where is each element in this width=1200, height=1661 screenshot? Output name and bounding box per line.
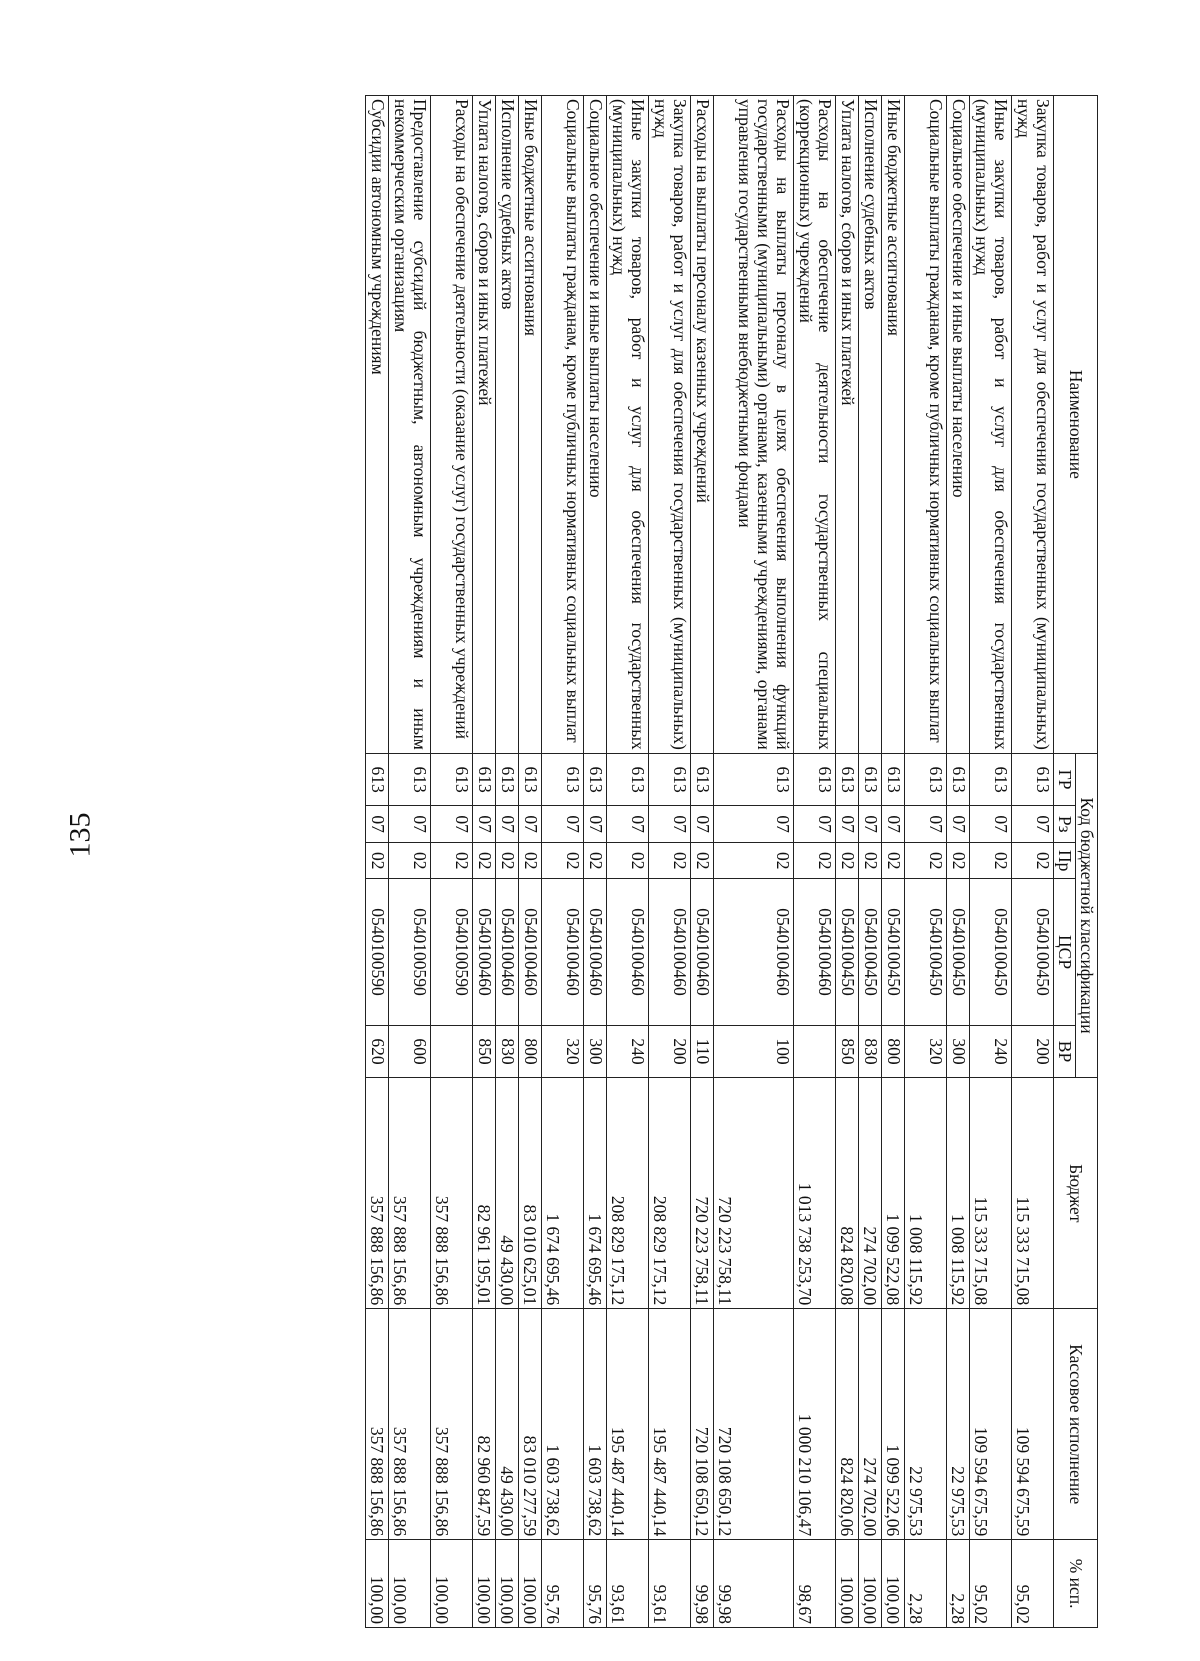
table-cell-rz: 07	[366, 806, 389, 843]
table-cell-vr: 300	[947, 1025, 970, 1078]
table-cell-name: Социальное обеспечение и иные выплаты населению	[947, 96, 970, 754]
table-cell-csr: 0540100590	[389, 879, 431, 1025]
table-cell-cash: 195 487 440,14	[649, 1309, 691, 1540]
table-cell-cash: 22 975,53	[947, 1309, 970, 1540]
page-number: 135	[63, 812, 97, 858]
table-cell-csr: 0540100460	[473, 879, 496, 1025]
table-cell-pr: 02	[366, 842, 389, 879]
table-cell-pr: 02	[970, 842, 1012, 879]
table-cell-csr: 0540100460	[496, 879, 519, 1025]
table-cell-name: Субсидии автономным учреждениям	[366, 96, 389, 754]
table-cell-pct: 100,00	[496, 1540, 519, 1628]
table-cell-rz: 07	[882, 806, 905, 843]
table-cell-gr: 613	[496, 753, 519, 806]
rotated-table-container	[194, 95, 1098, 1628]
table-cell-rz: 07	[836, 806, 859, 843]
table-cell-gr: 613	[519, 753, 542, 806]
table-row	[947, 96, 970, 1628]
table-cell-name: Исполнение судебных актов	[496, 96, 519, 754]
header-gr: ГР	[1054, 753, 1076, 806]
table-cell-cash: 49 430,00	[496, 1309, 519, 1540]
table-cell-csr: 0540100460	[607, 879, 649, 1025]
table-cell-pct: 2,28	[905, 1540, 947, 1628]
table-cell-vr: 200	[1012, 1025, 1054, 1078]
table-cell-pr: 02	[584, 842, 607, 879]
table-cell-vr: 300	[584, 1025, 607, 1078]
budget-table	[365, 95, 1098, 1628]
table-cell-vr: 200	[649, 1025, 691, 1078]
table-cell-gr: 613	[905, 753, 947, 806]
table-cell-gr: 613	[859, 753, 882, 806]
table-cell-pct: 95,02	[970, 1540, 1012, 1628]
header-name: Наименование	[1054, 96, 1098, 754]
table-cell-gr: 613	[649, 753, 691, 806]
table-cell-vr: 850	[473, 1025, 496, 1078]
table-cell-rz: 07	[473, 806, 496, 843]
table-cell-pct: 95,02	[1012, 1540, 1054, 1628]
table-cell-rz: 07	[905, 806, 947, 843]
table-cell-name: Социальное обеспечение и иные выплаты населению	[584, 96, 607, 754]
header-csr: ЦСР	[1054, 879, 1076, 1025]
table-cell-pct: 98,67	[794, 1540, 836, 1628]
table-cell-gr: 613	[882, 753, 905, 806]
table-row	[794, 96, 836, 1628]
table-cell-budget: 1 674 695,46	[542, 1078, 584, 1309]
table-cell-pct: 100,00	[431, 1540, 473, 1628]
table-row	[496, 96, 519, 1628]
table-cell-csr: 0540100450	[970, 879, 1012, 1025]
table-row	[473, 96, 496, 1628]
table-row	[542, 96, 584, 1628]
table-cell-budget: 824 820,08	[836, 1078, 859, 1309]
table-cell-cash: 720 108 650,12	[691, 1309, 714, 1540]
table-cell-vr: 800	[519, 1025, 542, 1078]
table-cell-pr: 02	[1012, 842, 1054, 879]
table-cell-budget: 83 010 625,01	[519, 1078, 542, 1309]
header-budget: Бюджет	[1054, 1078, 1098, 1309]
table-cell-name: Иные бюджетные ассигнования	[519, 96, 542, 754]
table-cell-pr: 02	[859, 842, 882, 879]
table-cell-rz: 07	[607, 806, 649, 843]
table-cell-csr: 0540100460	[691, 879, 714, 1025]
table-cell-rz: 07	[947, 806, 970, 843]
table-cell-pr: 02	[649, 842, 691, 879]
table-cell-name: Расходы на выплаты персоналу казенных учреждений	[691, 96, 714, 754]
table-cell-vr: 320	[905, 1025, 947, 1078]
table-cell-name: Иные закупки товаров, работ и услуг для обеспечения государственных (муниципальных) нужд	[970, 96, 1012, 754]
table-cell-vr: 830	[859, 1025, 882, 1078]
table-cell-pct: 95,76	[584, 1540, 607, 1628]
table-cell-gr: 613	[473, 753, 496, 806]
table-cell-cash: 109 594 675,59	[1012, 1309, 1054, 1540]
table-cell-pct: 93,61	[649, 1540, 691, 1628]
table-cell-rz: 07	[542, 806, 584, 843]
table-cell-budget: 357 888 156,86	[389, 1078, 431, 1309]
table-cell-pr: 02	[496, 842, 519, 879]
table-cell-vr	[431, 1025, 473, 1078]
table-cell-pct: 95,76	[542, 1540, 584, 1628]
table-cell-budget: 1 099 522,08	[882, 1078, 905, 1309]
table-cell-rz: 07	[859, 806, 882, 843]
table-cell-budget: 208 829 175,12	[607, 1078, 649, 1309]
table-cell-rz: 07	[519, 806, 542, 843]
table-cell-csr: 0540100460	[519, 879, 542, 1025]
table-cell-name: Предоставление субсидий бюджетным, автономным учреждениям и иным некоммерческим организациям	[389, 96, 431, 754]
table-cell-pct: 93,61	[607, 1540, 649, 1628]
table-cell-budget: 357 888 156,86	[431, 1078, 473, 1309]
table-cell-cash: 1 000 210 106,47	[794, 1309, 836, 1540]
table-cell-vr: 800	[882, 1025, 905, 1078]
table-row	[882, 96, 905, 1628]
table-cell-gr: 613	[714, 753, 794, 806]
table-cell-rz: 07	[389, 806, 431, 843]
table-cell-budget: 1 008 115,92	[905, 1078, 947, 1309]
table-row	[366, 96, 389, 1628]
table-cell-gr: 613	[389, 753, 431, 806]
table-row	[389, 96, 431, 1628]
header-code-group: Код бюджетной классификации	[1076, 753, 1098, 1078]
table-cell-cash: 357 888 156,86	[431, 1309, 473, 1540]
table-cell-pr: 02	[905, 842, 947, 879]
table-row	[584, 96, 607, 1628]
table-cell-gr: 613	[366, 753, 389, 806]
table-cell-vr	[794, 1025, 836, 1078]
table-cell-cash: 195 487 440,14	[607, 1309, 649, 1540]
table-cell-rz: 07	[794, 806, 836, 843]
table-cell-rz: 07	[970, 806, 1012, 843]
table-row	[859, 96, 882, 1628]
table-cell-cash: 274 702,00	[859, 1309, 882, 1540]
table-row	[691, 96, 714, 1628]
table-cell-pct: 99,98	[714, 1540, 794, 1628]
table-cell-pr: 02	[389, 842, 431, 879]
table-cell-budget: 274 702,00	[859, 1078, 882, 1309]
table-cell-pct: 100,00	[366, 1540, 389, 1628]
table-cell-csr: 0540100460	[714, 879, 794, 1025]
table-cell-vr: 240	[607, 1025, 649, 1078]
table-row	[905, 96, 947, 1628]
table-cell-pct: 100,00	[389, 1540, 431, 1628]
table-cell-name: Расходы на выплаты персоналу в целях обеспечения выполнения функций государственными (муниципальными) органами, казенными учреждениями, органами управления государственными внебюджетными фондами	[714, 96, 794, 754]
table-row	[607, 96, 649, 1628]
table-cell-pr: 02	[947, 842, 970, 879]
table-cell-rz: 07	[691, 806, 714, 843]
table-cell-cash: 109 594 675,59	[970, 1309, 1012, 1540]
table-cell-budget: 115 333 715,08	[1012, 1078, 1054, 1309]
table-cell-pct: 99,98	[691, 1540, 714, 1628]
table-cell-gr: 613	[584, 753, 607, 806]
table-cell-name: Иные бюджетные ассигнования	[882, 96, 905, 754]
table-cell-name: Уплата налогов, сборов и иных платежей	[473, 96, 496, 754]
table-cell-budget: 82 961 195,01	[473, 1078, 496, 1309]
table-cell-pr: 02	[519, 842, 542, 879]
table-cell-gr: 613	[1012, 753, 1054, 806]
table-cell-gr: 613	[970, 753, 1012, 806]
table-cell-name: Расходы на обеспечение деятельности государственных специальных (коррекционных) учреждений	[794, 96, 836, 754]
table-cell-rz: 07	[649, 806, 691, 843]
table-row	[431, 96, 473, 1628]
header-pr: Пр	[1054, 842, 1076, 879]
table-body	[366, 96, 1054, 1628]
table-row	[1012, 96, 1054, 1628]
table-cell-pr: 02	[714, 842, 794, 879]
table-cell-name: Социальные выплаты гражданам, кроме публичных нормативных социальных выплат	[905, 96, 947, 754]
table-cell-gr: 613	[836, 753, 859, 806]
table-cell-gr: 613	[947, 753, 970, 806]
table-cell-pct: 100,00	[519, 1540, 542, 1628]
table-cell-rz: 07	[431, 806, 473, 843]
table-cell-pr: 02	[431, 842, 473, 879]
table-cell-name: Расходы на обеспечение деятельности (оказание услуг) государственных учреждений	[431, 96, 473, 754]
table-cell-gr: 613	[607, 753, 649, 806]
table-cell-cash: 357 888 156,86	[366, 1309, 389, 1540]
table-cell-pr: 02	[542, 842, 584, 879]
table-cell-vr: 620	[366, 1025, 389, 1078]
table-cell-vr: 110	[691, 1025, 714, 1078]
table-cell-rz: 07	[1012, 806, 1054, 843]
table-cell-name: Иные закупки товаров, работ и услуг для обеспечения государственных (муниципальных) нужд	[607, 96, 649, 754]
table-cell-cash: 720 108 650,12	[714, 1309, 794, 1540]
table-cell-cash: 1 603 738,62	[584, 1309, 607, 1540]
table-cell-cash: 357 888 156,86	[389, 1309, 431, 1540]
table-cell-csr: 0540100450	[905, 879, 947, 1025]
table-cell-name: Закупка товаров, работ и услуг для обеспечения государственных (муниципальных) нужд	[1012, 96, 1054, 754]
table-cell-name: Исполнение судебных актов	[859, 96, 882, 754]
table-cell-csr: 0540100460	[584, 879, 607, 1025]
table-cell-budget: 1 013 738 253,70	[794, 1078, 836, 1309]
table-row	[714, 96, 794, 1628]
table-cell-cash: 1 099 522,06	[882, 1309, 905, 1540]
table-cell-pr: 02	[607, 842, 649, 879]
table-cell-vr: 240	[970, 1025, 1012, 1078]
table-row	[649, 96, 691, 1628]
header-vr: ВР	[1054, 1025, 1076, 1078]
table-cell-pr: 02	[794, 842, 836, 879]
table-cell-gr: 613	[691, 753, 714, 806]
table-cell-name: Уплата налогов, сборов и иных платежей	[836, 96, 859, 754]
table-cell-csr: 0540100450	[947, 879, 970, 1025]
table-cell-vr: 830	[496, 1025, 519, 1078]
table-cell-pct: 2,28	[947, 1540, 970, 1628]
table-cell-name: Закупка товаров, работ и услуг для обеспечения государственных (муниципальных) нужд	[649, 96, 691, 754]
table-cell-cash: 22 975,53	[905, 1309, 947, 1540]
table-cell-budget: 1 008 115,92	[947, 1078, 970, 1309]
table-row	[836, 96, 859, 1628]
table-cell-vr: 320	[542, 1025, 584, 1078]
table-cell-vr: 100	[714, 1025, 794, 1078]
table-cell-gr: 613	[794, 753, 836, 806]
table-cell-name: Социальные выплаты гражданам, кроме публичных нормативных социальных выплат	[542, 96, 584, 754]
table-cell-cash: 82 960 847,59	[473, 1309, 496, 1540]
table-cell-csr: 0540100590	[366, 879, 389, 1025]
table-cell-vr: 850	[836, 1025, 859, 1078]
table-cell-budget: 49 430,00	[496, 1078, 519, 1309]
table-cell-pr: 02	[691, 842, 714, 879]
table-cell-pct: 100,00	[473, 1540, 496, 1628]
header-pct: % исп.	[1054, 1540, 1098, 1628]
table-cell-budget: 720 223 758,11	[714, 1078, 794, 1309]
table-cell-csr: 0540100590	[431, 879, 473, 1025]
table-cell-pct: 100,00	[859, 1540, 882, 1628]
header-rz: Рз	[1054, 806, 1076, 843]
table-row	[519, 96, 542, 1628]
table-cell-budget: 208 829 175,12	[649, 1078, 691, 1309]
table-cell-csr: 0540100450	[836, 879, 859, 1025]
table-cell-budget: 115 333 715,08	[970, 1078, 1012, 1309]
table-cell-budget: 720 223 758,11	[691, 1078, 714, 1309]
table-cell-pr: 02	[882, 842, 905, 879]
table-cell-budget: 357 888 156,86	[366, 1078, 389, 1309]
table-cell-csr: 0540100460	[542, 879, 584, 1025]
header-cash: Кассовое исполнение	[1054, 1309, 1098, 1540]
table-cell-budget: 1 674 695,46	[584, 1078, 607, 1309]
table-cell-rz: 07	[584, 806, 607, 843]
table-cell-rz: 07	[496, 806, 519, 843]
table-cell-pct: 100,00	[882, 1540, 905, 1628]
table-cell-cash: 83 010 277,59	[519, 1309, 542, 1540]
table-cell-cash: 824 820,06	[836, 1309, 859, 1540]
table-cell-csr: 0540100460	[794, 879, 836, 1025]
table-cell-gr: 613	[542, 753, 584, 806]
table-cell-csr: 0540100450	[859, 879, 882, 1025]
table-cell-pct: 100,00	[836, 1540, 859, 1628]
table-cell-rz: 07	[714, 806, 794, 843]
table-cell-csr: 0540100460	[649, 879, 691, 1025]
table-cell-csr: 0540100450	[882, 879, 905, 1025]
table-cell-pr: 02	[836, 842, 859, 879]
table-cell-vr: 600	[389, 1025, 431, 1078]
table-cell-pr: 02	[473, 842, 496, 879]
table-row	[970, 96, 1012, 1628]
table-cell-gr: 613	[431, 753, 473, 806]
table-cell-cash: 1 603 738,62	[542, 1309, 584, 1540]
table-cell-csr: 0540100450	[1012, 879, 1054, 1025]
